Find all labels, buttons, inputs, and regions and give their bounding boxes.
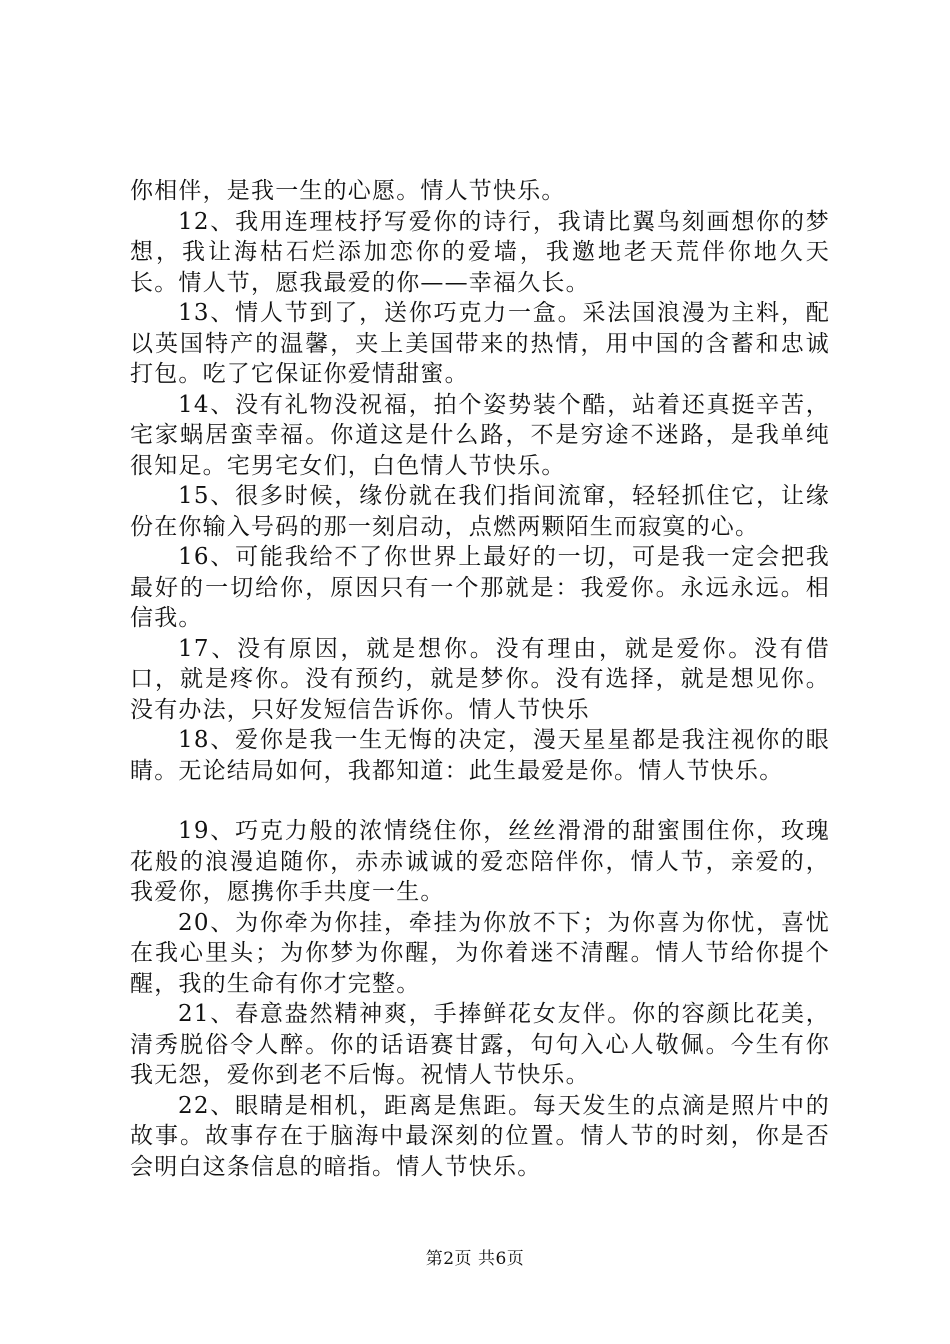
paragraph-14: 14、没有礼物没祝福，拍个姿势装个酷，站着还真挺辛苦，宅家蜗居蛮幸福。你道这是什么路，不是穷途不迷路，是我单纯很知足。宅男宅女们，白色情人节快乐。 xyxy=(130,391,830,479)
paragraph-21: 21、春意盎然精神爽，手捧鲜花女友伴。你的容颜比花美，清秀脱俗令人醉。你的话语赛甘露，句句入心人敬佩。今生有你我无怨，爱你到老不后悔。祝情人节快乐。 xyxy=(130,1001,830,1088)
document-body xyxy=(130,176,830,1182)
paragraph-16: 16、可能我给不了你世界上最好的一切，可是我一定会把我最好的一切给你，原因只有一个那就是：我爱你。永远永远。相信我。 xyxy=(130,544,830,631)
paragraph-gap xyxy=(130,786,830,816)
paragraph-18: 18、爱你是我一生无悔的决定，漫天星星都是我注视你的眼睛。无论结局如何，我都知道：此生最爱是你。情人节快乐。 xyxy=(130,727,830,784)
paragraph-19: 19、巧克力般的浓情绕住你，丝丝滑滑的甜蜜围住你，玫瑰花般的浪漫追随你，赤赤诚诚的爱恋陪伴你，情人节，亲爱的，我爱你，愿携你手共度一生。 xyxy=(130,818,830,905)
paragraph-20: 20、为你牵为你挂，牵挂为你放不下；为你喜为你忧，喜忧在我心里头；为你梦为你醒，为你着迷不清醒。情人节给你提个醒，我的生命有你才完整。 xyxy=(130,909,830,997)
paragraph-15: 15、很多时候，缘份就在我们指间流窜，轻轻抓住它，让缘份在你输入号码的那一刻启动，点燃两颗陌生而寂寞的心。 xyxy=(130,483,830,540)
paragraph-12: 12、我用连理枝抒写爱你的诗行，我请比翼鸟刻画想你的梦想，我让海枯石烂添加恋你的爱墙，我邀地老天荒伴你地久天长。情人节，愿我最爱的你——幸福久长。 xyxy=(130,208,830,296)
paragraph-17: 17、没有原因，就是想你。没有理由，就是爱你。没有借口，就是疼你。没有预约，就是梦你。没有选择，就是想见你。没有办法，只好发短信告诉你。情人节快乐 xyxy=(130,635,830,723)
paragraph-13: 13、情人节到了，送你巧克力一盒。采法国浪漫为主料，配以英国特产的温馨，夹上美国带来的热情，用中国的含蓄和忠诚打包。吃了它保证你爱情甜蜜。 xyxy=(130,300,830,387)
paragraph-continuation: 你相伴，是我一生的心愿。情人节快乐。 xyxy=(130,178,566,204)
page-footer: 第2页 共6页 xyxy=(425,1249,525,1269)
paragraph-22: 22、眼睛是相机，距离是焦距。每天发生的点滴是照片中的故事。故事存在于脑海中最深刻的位置。情人节的时刻，你是否会明白这条信息的暗指。情人节快乐。 xyxy=(130,1092,830,1180)
